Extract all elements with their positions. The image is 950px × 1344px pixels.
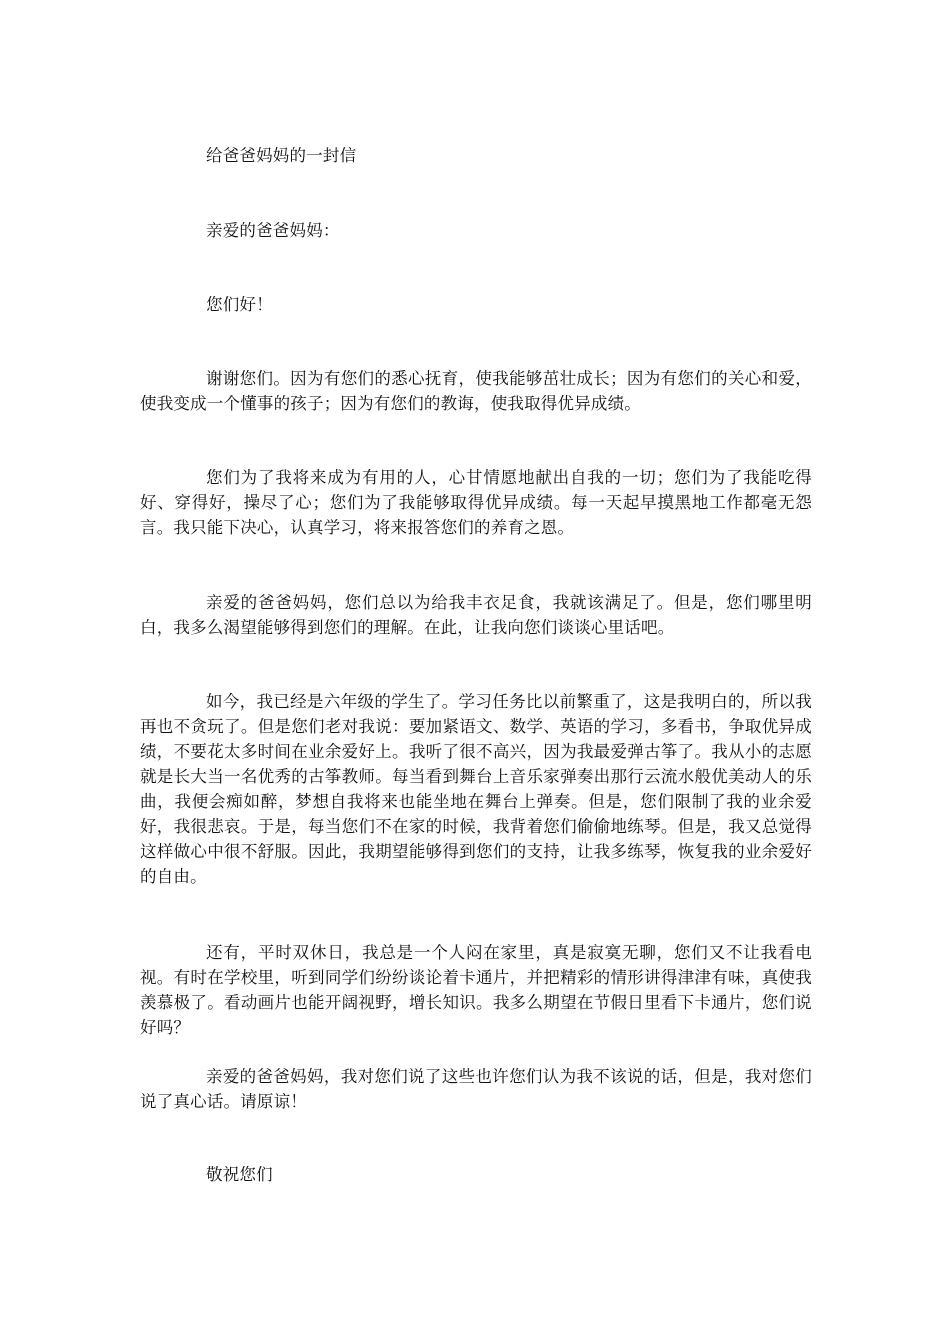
letter-paragraph-3: 亲爱的爸爸妈妈，您们总以为给我丰衣足食，我就该满足了。但是，您们哪里明白，我多么渴望能够得到您们的理解。在此，让我向您们谈谈心里话吧。	[140, 593, 812, 637]
letter-closing: 敬祝您们	[206, 1165, 273, 1184]
letter-paragraph-1: 谢谢您们。因为有您们的悉心抚育，使我能够茁壮成长；因为有您们的关心和爱，使我变成一个懂事的孩子；因为有您们的教诲，使我取得优异成绩。	[140, 369, 812, 413]
letter-paragraph-5: 还有，平时双休日，我总是一个人闷在家里，真是寂寞无聊，您们又不让我看电视。有时在学校里，听到同学们纷纷谈论着卡通片，并把精彩的情形讲得津津有味，真使我羡慕极了。看动画片也能开阔视野，增长知识。我多么期望在节假日里看下卡通片，您们说好吗？	[140, 943, 812, 1037]
letter-salutation: 亲爱的爸爸妈妈：	[206, 221, 340, 240]
letter-paragraph-2: 您们为了我将来成为有用的人，心甘情愿地献出自我的一切；您们为了我能吃得好、穿得好，操尽了心；您们为了我能够取得优异成绩。每一天起早摸黑地工作都毫无怨言。我只能下决心，认真学习，将来报答您们的养育之恩。	[140, 468, 812, 537]
letter-paragraph-4: 如今，我已经是六年级的学生了。学习任务比以前繁重了，这是我明白的，所以我再也不贪玩了。但是您们老对我说：要加紧语文、数学、英语的学习，多看书，争取优异成绩，不要花太多时间在业余爱好上。我听了很不高兴，因为我最爱弹古筝了。我从小的志愿就是长大当一名优秀的古筝教师。每当看到舞台上音乐家弹奏出那行云流水般优美动人的乐曲，我便会痴如醉，梦想自我将来也能坐地在舞台上弹奏。但是，您们限制了我的业余爱好，我很悲哀。于是，每当您们不在家的时候，我背着您们偷偷地练琴。但是，我又总觉得这样做心中很不舒服。因此，我期望能够得到您们的支持，让我多练琴，恢复我的业余爱好的自由。	[140, 692, 812, 886]
letter-title: 给爸爸妈妈的一封信	[206, 146, 357, 165]
letter-greeting: 您们好！	[206, 295, 273, 314]
letter-paragraph-6: 亲爱的爸爸妈妈，我对您们说了这些也许您们认为我不该说的话，但是，我对您们说了真心话。请原谅！	[140, 1067, 812, 1111]
